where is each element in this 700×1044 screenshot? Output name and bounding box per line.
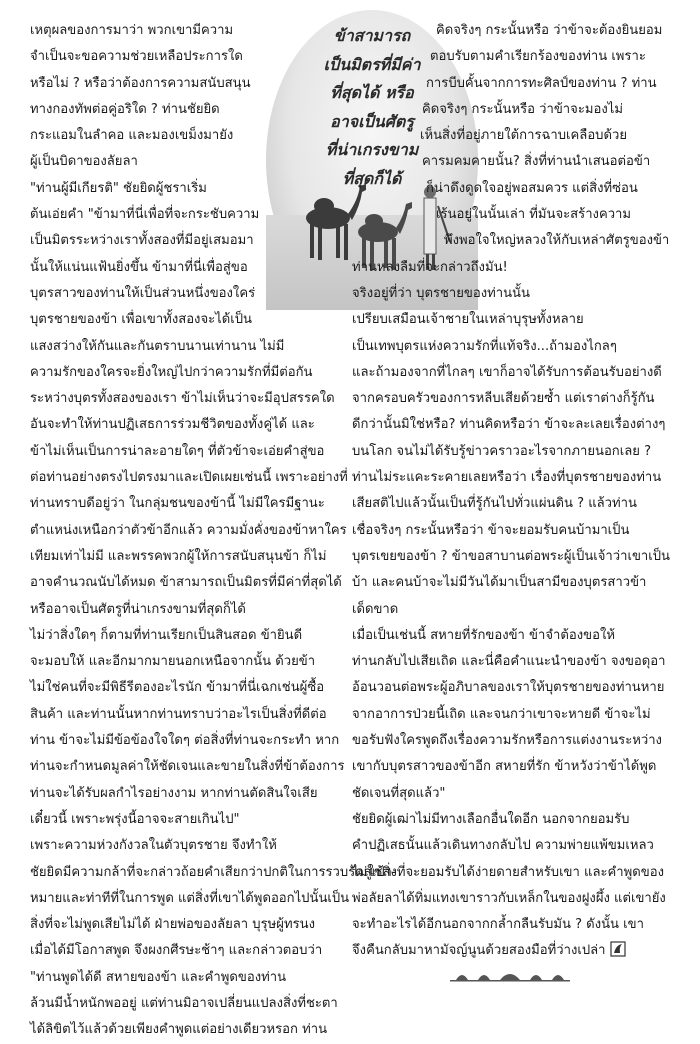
pull-quote-line: ที่สุดได้ หรือ — [330, 83, 414, 102]
right-column-line: พึงพอใจใหญ่หลวงให้กับเหล่าศัตรูของข้า — [444, 233, 670, 249]
left-column-line: ไม่ว่าสิ่งใดๆ ก็ตามที่ท่านเรียกเป็นสินสอด ข้ายินดี — [30, 627, 303, 643]
left-column-line: อันจะทำให้ท่านปฏิเสธการร่วมชีวิตของทั้งคู่ได้ และ — [30, 417, 315, 433]
pull-quote-line: ที่น่าเกรงขาม — [325, 140, 419, 159]
right-column-line: คิดจริงๆ กระนั้นหรือ ว่าข้าจะต้องยินยอม — [436, 23, 663, 38]
right-column-line: ไม่ใช่สิ่งที่จะยอมรับได้ง่ายดายสำหรับเขา และคำพูดของ — [352, 864, 664, 880]
left-column-line: จำเป็นจะขอความช่วยเหลือประการใด — [30, 49, 243, 65]
right-column-line: เด็ดขาด — [352, 601, 399, 617]
left-column-line: หรืออาจเป็นศัตรูที่น่าเกรงขามที่สุดก็ได้ — [30, 601, 246, 617]
right-column-line: เชื่อจริงๆ กระนั้นหรือว่า ข้าจะยอมรับคนบ้ามาเป็น — [352, 522, 630, 538]
right-column-line: ชัยยิดผู้เฒ่าไม่มีทางเลือกอื่นใดอีก นอกจากยอมรับ — [352, 811, 630, 827]
right-column-line: เป็นเทพบุตรแห่งความรักที่แท้จริง...ถ้ามองไกลๆ — [352, 338, 617, 354]
left-column-line: นั้นให้แน่นแฟ้นยิ่งขึ้น ข้ามาที่นี่เพื่อสู่ขอ — [30, 259, 248, 275]
pull-quote-line: ข้าสามารถ — [333, 26, 411, 45]
right-column-line: คารมคมคายนั้น? สิ่งที่ท่านนำเสนอต่อข้า — [422, 154, 651, 170]
right-column-line: เขากับบุตรสาวของข้าอีก สหายที่รัก ข้าหวังว่าข้าได้พูด — [352, 759, 657, 775]
left-column-line: เป็นมิตรระหว่างเราทั้งสองที่มีอยู่เสมอมา — [30, 233, 254, 249]
right-column-line: ชัดเจนที่สุดแล้ว" — [352, 785, 446, 801]
left-column-line: สิ่งที่จะไม่พูดเสียไม่ได้ ฝ่ายพ่อของลัยลา บุรุษผู้ทรนง — [30, 917, 315, 933]
right-column-line: เปรียบเสมือนเจ้าชายในเหล่าบุรุษทั้งหลาย — [352, 312, 584, 328]
right-column-line: จากครอบครัวของการหลีบเสียด้วยซ้ำ แต่เราต่างก็รู้กัน — [352, 391, 655, 407]
right-column-line: อ้อนวอนต่อพระผู้อภิบาลของเราให้บุตรชายของท่านหาย — [352, 680, 665, 696]
left-column-line: ผู้เป็นบิดาของลัยลา — [30, 154, 138, 170]
right-column-line: บนโลก จนไม่ได้รับรู้ข่าวคราวอะไรจากภายนอกเลย ? — [352, 443, 652, 459]
right-column-line: ท่านหลงลืมที่จะกล่าวถึงมัน! — [352, 259, 508, 275]
left-column-line: บุตรสาวของท่านให้เป็นส่วนหนึ่งของใคร่ — [30, 285, 256, 301]
right-column-line: คิดจริงๆ กระนั้นหรือ ว่าข้าจะมองไม่ — [422, 101, 623, 117]
end-of-article-icon — [610, 941, 626, 957]
left-column-line: เทียมเท่าไม่มี และพรรคพวกผู้ให้การสนับสนุนข้า ก็ไม่ — [30, 548, 327, 564]
left-column-line: ล้วนมีน้ำหนักพออยู่ แต่ท่านมิอาจเปลี่ยนแปลงสิ่งที่ชะตา — [30, 995, 338, 1011]
right-column-line: ดีกว่านั้นมิใช่หรือ? ท่านคิดหรือว่า ข้าจะละเลยเรื่องต่างๆ — [352, 417, 666, 433]
right-text-column — [352, 18, 682, 965]
left-column-line: "ท่านผู้มีเกียรติ" ชัยยิดผู้ชราเริ่ม — [30, 180, 207, 196]
right-column-line: บุตรเขยของข้า ? ข้าขอสาบานต่อพระผู้เป็นเจ้าว่าเขาเป็น — [352, 548, 671, 564]
left-column-line: เพราะความห่วงกังวลในตัวบุตรชาย จึงทำให้ — [30, 838, 277, 854]
left-column-line: ท่านจะได้รับผลกำไรอย่างงาม หากท่านตัดสินใจเสีย — [30, 785, 318, 801]
pull-quote-line: เป็นมิตรที่มีค่า — [323, 54, 421, 74]
left-column-line: ท่านจะกำหนดมูลค่าให้ชัดเจนและขายในสิ่งที่ข้าต้องการ — [30, 759, 345, 775]
right-column-line: เร้นอยู่ในนั้นเล่า ที่มันจะสร้างความ — [436, 207, 632, 223]
left-column-line: ทางกองทัพต่อคู่อริใด ? ท่านชัยยิด — [30, 101, 220, 117]
right-column-line: จึงคืนกลับมาหามัจญ์นูนด้วยสองมือที่ว่างเปล่า — [352, 938, 682, 964]
left-column-line: ท่าน ข้าจะไม่มีข้อข้องใจใดๆ ต่อสิ่งที่ท่านจะกระทำ หาก — [30, 733, 340, 749]
right-column-line: บ้า และคนบ้าจะไม่มีวันได้มาเป็นสามีของบุตรสาวข้า — [352, 575, 647, 591]
right-column-line: ก็น่าดึงดูดใจอยู่พอสมควร แต่สิ่งที่ซ่อน — [426, 180, 638, 196]
right-column-line: จริงอยู่ที่ว่า บุตรชายของท่านนั้น — [352, 285, 530, 301]
right-column-line: เสียสติไปแล้วนั้นเป็นที่รู้กันไปทั่วแผ่นดิน ? แล้วท่าน — [352, 496, 637, 512]
pull-quote-line: ที่สุดก็ได้ — [342, 168, 402, 188]
right-column-line: ตอบรับตามคำเรียกร้องของท่าน เพราะ — [430, 49, 646, 65]
right-column-line: การบีบคั้นจากการทะศิลป์ของท่าน ? ท่าน — [426, 75, 657, 91]
left-column-line: ได้ลิขิตไว้แล้วด้วยเพียงคำพูดแต่อย่างเดียวหรอก ท่าน — [30, 1022, 328, 1038]
left-column-line: เมื่อได้มีโอกาสพูด จึงผงกศีรษะช้าๆ และกล่าวตอบว่า — [30, 943, 323, 959]
left-column-line: แสงสว่างให้กันและกันตราบนานเท่านาน ไม่มี — [30, 338, 285, 354]
left-column-line: ความรักของใครจะยิ่งใหญ่ไปกว่าความรักที่มีต่อกัน — [30, 364, 313, 380]
left-column-line: ต้นเอ่ยคำ "ข้ามาที่นี่เพื่อที่จะกระชับความ — [30, 207, 260, 223]
left-column-line: บุตรชายของข้า เพื่อเขาทั้งสองจะได้เป็น — [30, 312, 252, 328]
left-column-line: จะมอบให้ และอีกมากมายนอกเหนือจากนั้น ด้วยข้า — [30, 654, 316, 670]
left-column-line: เดี๋ยวนี้ เพราะพรุ่งนี้อาจจะสายเกินไป" — [30, 811, 240, 827]
right-column-line: ท่านไม่ระแคะระคายเลยหรือว่า เรื่องที่บุตรชายของท่าน — [352, 470, 662, 486]
left-column-line: ตำแหน่งเหนือกว่าตัวข้าอีกแล้ว ความมั่งคั่งของข้าหาใคร — [30, 522, 347, 538]
right-column-line: เมื่อเป็นเช่นนี้ สหายที่รักของข้า ข้าจำต้องขอให้ — [352, 627, 615, 643]
right-column-line: ท่านกลับไปเสียเถิด และนี่คือคำแนะนำของข้า จงขอดุอา — [352, 654, 666, 670]
left-column-line: ชัยยิดมีความกล้าที่จะกล่าวถ้อยคำเสียกว่าปกติในการรวบรัดสู่เป้า- — [30, 864, 397, 880]
left-column-line: สินค้า และท่านนั้นหากท่านทราบว่าอะไรเป็นสิ่งที่ดีต่อ — [30, 706, 327, 722]
left-column-line: ท่านทราบดีอยู่ว่า ในกลุ่มชนของข้านี้ ไม่มีใครมีฐานะ — [30, 496, 325, 512]
left-column-line: ต่อท่านอย่างตรงไปตรงมาและเปิดเผยเช่นนี้ เพราะอย่างที่ — [30, 470, 348, 486]
left-column-line: หรือไม่ ? หรือว่าต้องการความสนับสนุน — [30, 75, 251, 91]
left-column-line: ไม่ใช่คนที่จะมีพิธีรีตองอะไรนัก ข้ามาที่นี่เฉกเช่นผู้ซื้อ — [30, 680, 325, 696]
pull-quote-line: อาจเป็นศัตรู — [330, 111, 414, 131]
right-column-line: คำปฏิเสธนั้นแล้วเดินทางกลับไป ความพ่ายแพ้ขมเหลว — [352, 838, 654, 854]
left-column-line: ข้าไม่เห็นเป็นการน่าละอายใดๆ ที่ตัวข้าจะเอ่ยคำสู่ขอ — [30, 443, 325, 459]
right-column-line: พ่อลัยลาได้ทิ่มแทงเขาราวกับเหล็กในของฝูงผึ้ง แต่เขายัง — [352, 890, 666, 906]
right-column-line: จากอาการป่วยนี้เถิด และจนกว่าเขาจะหายดี ข้าจะไม่ — [352, 706, 651, 722]
left-column-line: อาจคำนวณนับได้หมด ข้าสามารถเป็นมิตรที่มีค่าที่สุดได้ — [30, 575, 342, 591]
right-column-line: ขอรับฟังใครพูดถึงเรื่องความรักหรือการแต่งงานระหว่าง — [352, 733, 662, 749]
right-column-line: จะทำอะไรได้อีกนอกจากกล้ำกลืนรับมัน ? ดังนั้น เขา — [352, 917, 644, 933]
left-column-line: กระแอมในลำคอ และมองเขม็งมายัง — [30, 128, 234, 144]
left-column-line: เหตุผลของการมาว่า พวกเขามีความ — [30, 23, 234, 38]
ornament-divider-icon — [450, 968, 570, 982]
left-column-line: หมายและท่าทีที่ในการพูด แต่สิ่งที่เขาได้พูดออกไปนั้นเป็น — [30, 890, 350, 906]
left-column-line: "ท่านพูดได้ดี สหายของข้า และคำพูดของท่าน — [30, 969, 287, 985]
right-column-line: เห็นสิ่งที่อยู่ภายใต้การฉาบเคลือบด้วย — [420, 128, 628, 144]
left-column-line: ระหว่างบุตรทั้งสองของเรา ข้าไม่เห็นว่าจะมีอุปสรรคใด — [30, 391, 335, 407]
right-column-line: และถ้ามองจากที่ไกลๆ เขาก็อาจได้รับการต้อนรับอย่างดี — [352, 364, 662, 380]
